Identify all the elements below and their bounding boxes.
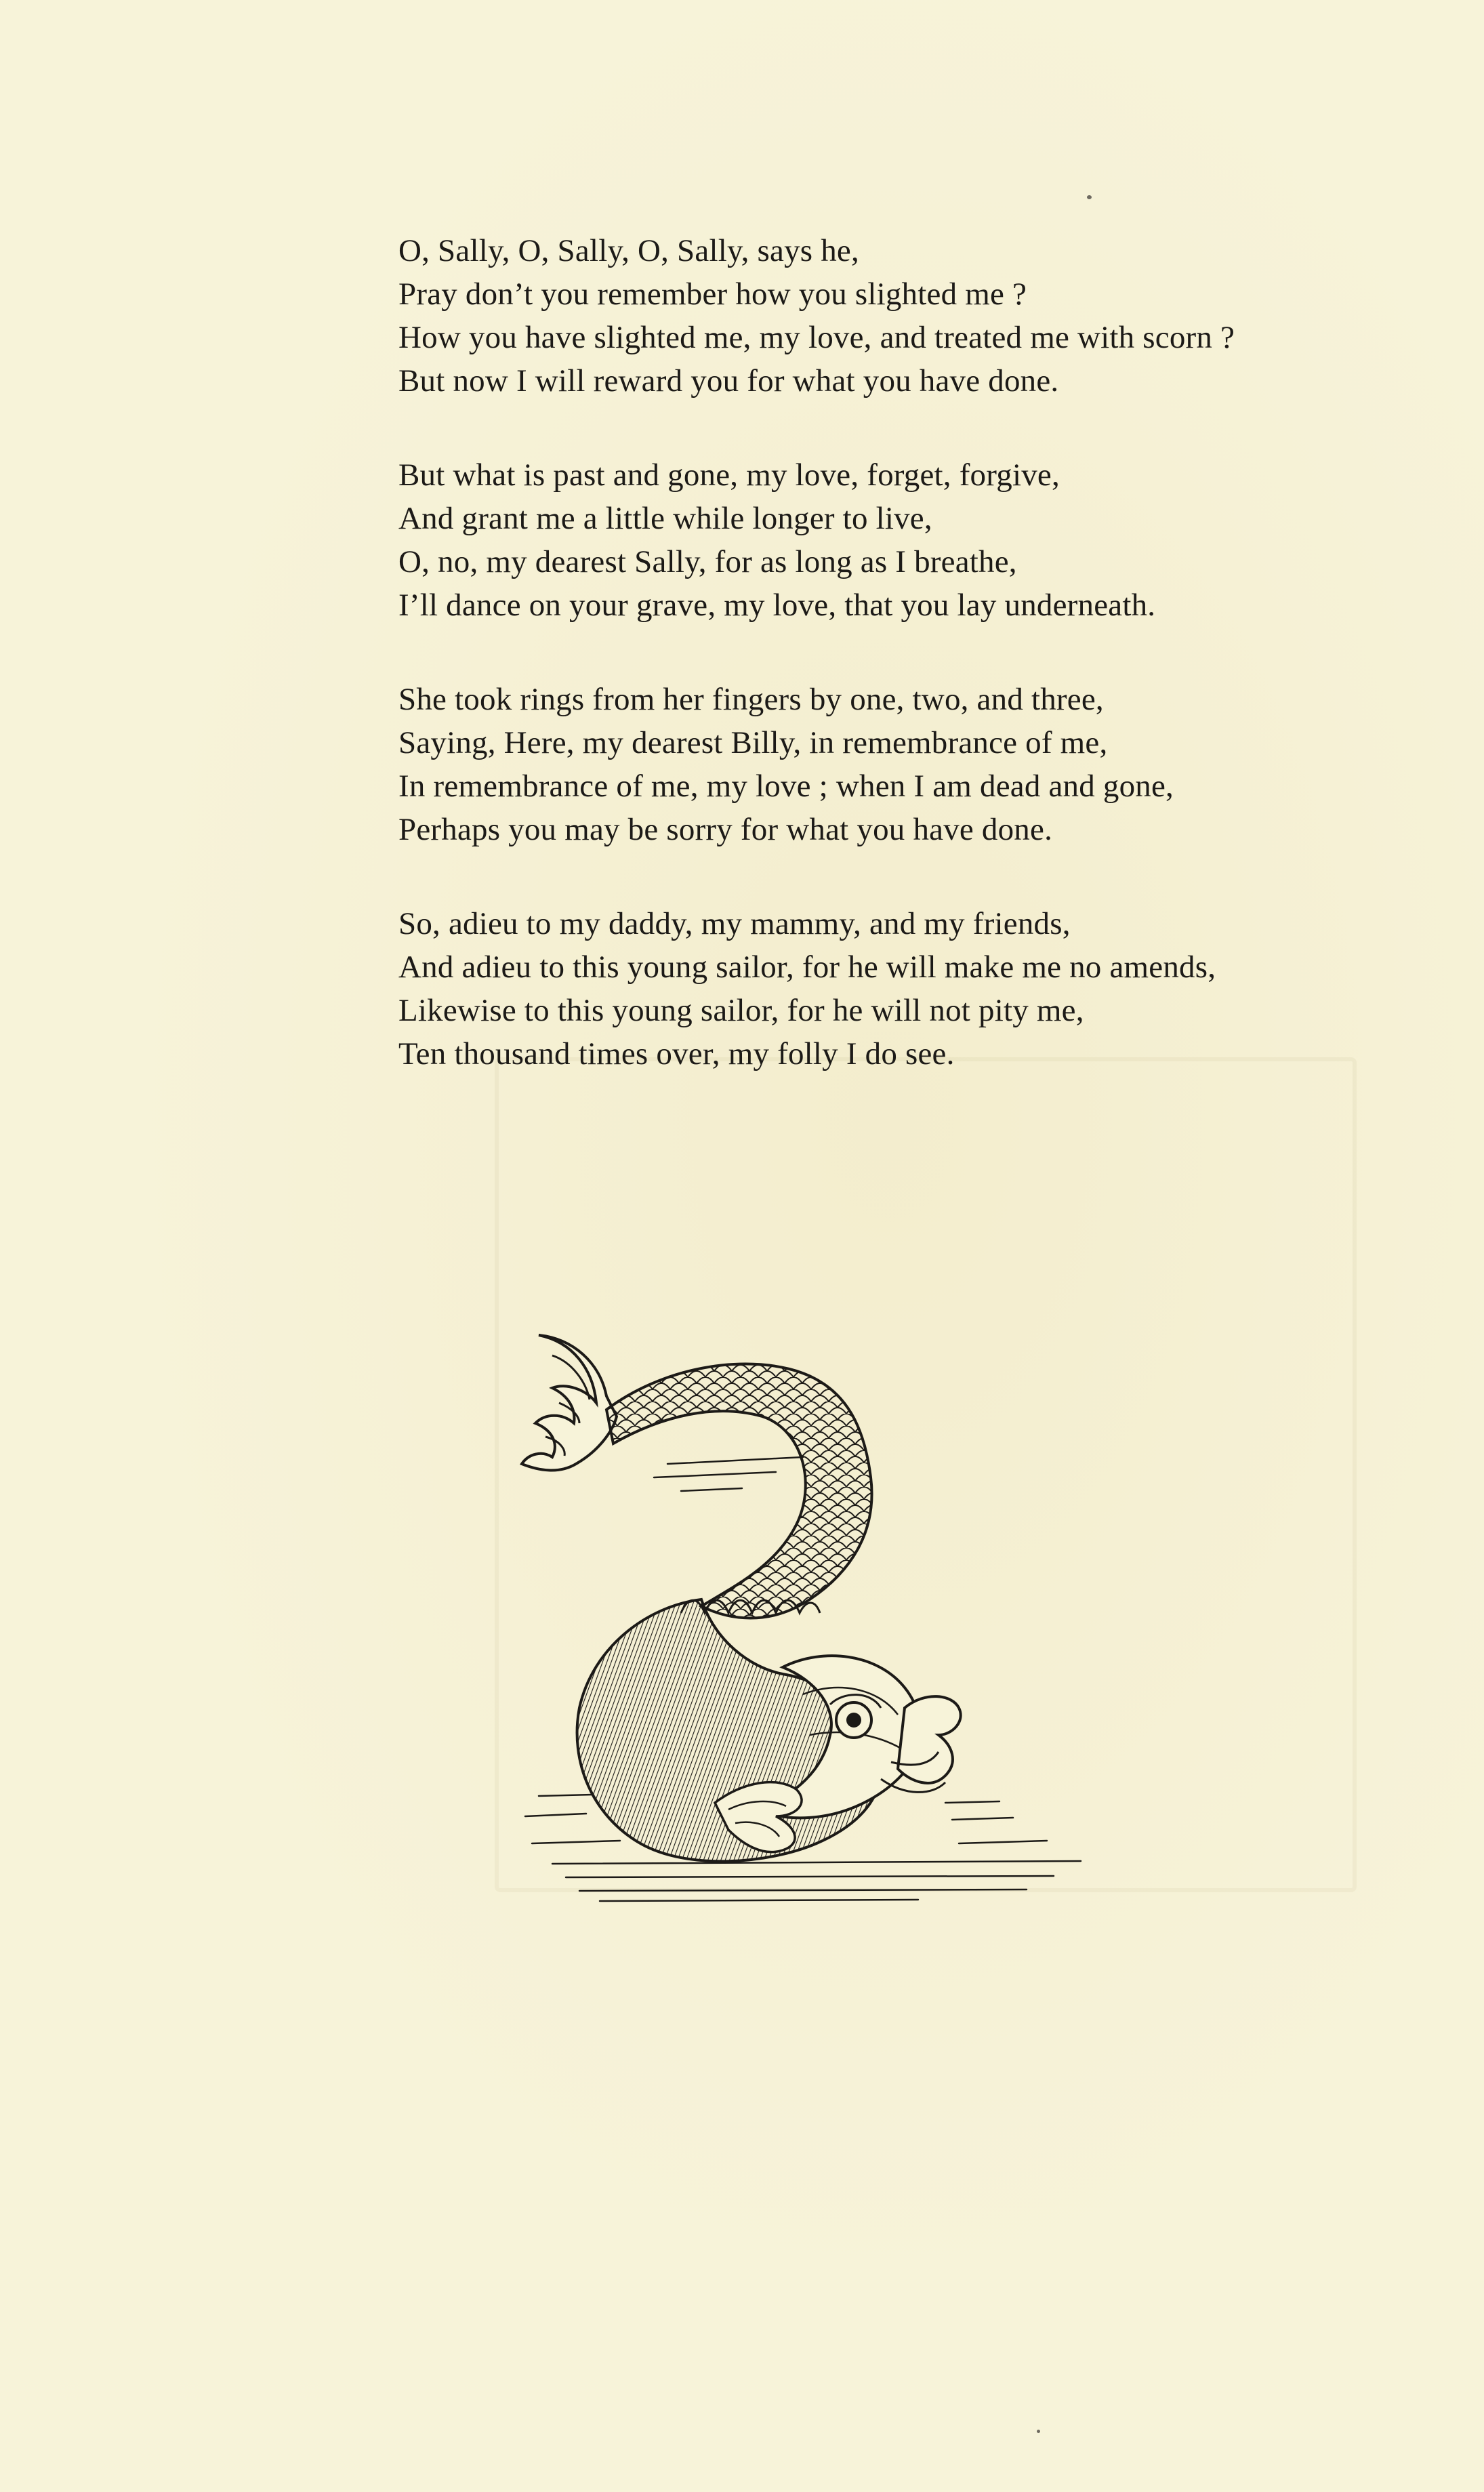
stanza-2 (398, 453, 1347, 627)
verse-line: How you have slighted me, my love, and treated me with scorn ? (398, 320, 1235, 355)
verse-line: And adieu to this young sailor, for he will make me no amends, (398, 949, 1216, 985)
verse-line: Likewise to this young sailor, for he will not pity me, (398, 993, 1084, 1028)
verse-line: In remembrance of me, my love ; when I am dead and gone, (398, 769, 1174, 804)
verse-line: I’ll dance on your grave, my love, that you lay underneath. (398, 588, 1156, 623)
verse-line: Ten thousand times over, my folly I do see. (398, 1036, 955, 1071)
verse-line: But what is past and gone, my love, forget, forgive, (398, 457, 1060, 493)
stanza-4 (398, 902, 1347, 1076)
paper-speck (1087, 195, 1092, 199)
verse-line: So, adieu to my daddy, my mammy, and my friends, (398, 906, 1071, 941)
verse-line: Saying, Here, my dearest Billy, in remembrance of me, (398, 725, 1108, 760)
paper-speck (1037, 2430, 1040, 2433)
verse-line: Pray don’t you remember how you slighted me ? (398, 277, 1027, 312)
verse-line: She took rings from her fingers by one, two, and three, (398, 682, 1104, 717)
verse-line: O, no, my dearest Sally, for as long as I breathe, (398, 544, 1017, 579)
verse-line: O, Sally, O, Sally, O, Sally, says he, (398, 233, 859, 268)
verse-line: Perhaps you may be sorry for what you have done. (398, 812, 1053, 847)
poem-text (398, 229, 1347, 1126)
stanza-1 (398, 229, 1347, 403)
verse-line: But now I will reward you for what you have done. (398, 363, 1059, 399)
stanza-3 (398, 678, 1347, 851)
dolphin-engraving-icon (512, 1328, 1108, 1904)
verse-line: And grant me a little while longer to live, (398, 501, 932, 536)
